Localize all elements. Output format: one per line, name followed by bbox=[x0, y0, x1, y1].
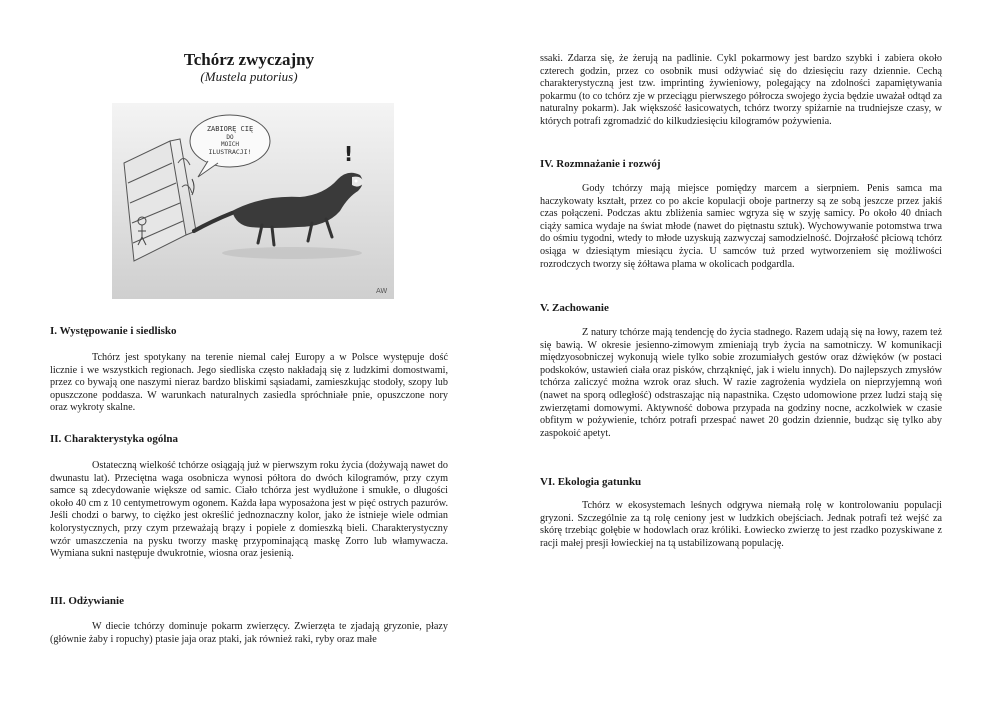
bubble-line-3: MOICH bbox=[220, 141, 240, 148]
bubble-line-1: ZABIORĘ CIĘ bbox=[206, 125, 254, 133]
section-6-heading: VI. Ekologia gatunku bbox=[540, 476, 642, 488]
bubble-line-2: DO bbox=[226, 134, 234, 141]
section-5-heading: V. Zachowanie bbox=[540, 302, 609, 314]
bubble-line-4: ILUSTRACJI! bbox=[208, 148, 252, 156]
document-subtitle: (Mustela putorius) bbox=[200, 69, 298, 84]
section-3-text: W diecie tchórzy dominuje pokarm zwierzęcy. Zwierzęta te zjadają gryzonie, płazy (głównie żaby i ropuchy) ptasie jaja oraz ptaki, jak również raki, ryby oraz małe bbox=[50, 621, 448, 645]
section-2-text: Ostateczną wielkość tchórze osiągają już w pierwszym roku życia (dożywają nawet do dwunastu lat). Przeciętna waga osobnicza wynosi półtora do dwóch kilogramów, przy czym samce są zdecydowanie większe od samic. Ciało tchórza jest wydłużone i smukłe, o długości około 40 cm z 10 centymetrowym ogonem. Każda łapa wyposażona jest w pięć ostrych pazurów. Jeśli chodzi o barwy, to ciężko jest określić jednoznaczny kolor, jako że istnieje wiele odmian kolorystycznych, przy czym przeważają brązy i popiele z domieszką bieli. Charakterystyczny wzór umaszczenia na pysku tworzy maskę przypominającą maskę Zorro lub włamywacza. Wymiana sukni następuje dwukrotnie, wiosna oraz jesienią. bbox=[50, 460, 448, 560]
section-5-text: Z natury tchórze mają tendencję do życia stadnego. Razem udają się na łowy, razem też się bawią. W okresie jesienno-zimowym zmieniają tryb życia na samotniczy. W komunikacji międzyosobniczej wykonują wiele tylko sobie zrozumiałych gestów oraz dźwięków (w postaci podskoków, ustawień ciała oraz pisków, chrząknięć, jak i wielu innych). Do najlepszych zmysłów tchórza zaliczyć można wzrok oraz słuch. W razie zagrożenia wydziela on nieprzyjemną woń (nawet na sporą odległość) odstraszając nią napastnika. Często udomowione przez ludzi stają się zwierzętami domowymi. Aktywność dobowa przypada na godziny nocne, aczkolwiek w czasie obfitym w pożywienie, tchórz potrafi przespać nawet 20 godzin dziennie, budząc się tylko aby zaspokoić apetyt. bbox=[540, 327, 942, 439]
section-1-text: Tchórz jest spotykany na terenie niemal całej Europy a w Polsce występuje dość licznie i we wszystkich regionach. Jego siedliska często nakładają się z ludzkimi domostwami, przez co bywają one naszymi nieraz bardzo bliskimi sąsiadami, zamieszkując stodoły, szopy lub opuszczone poddasza. W warunkach naturalnych zasiedla spróchniałe pnie, opuszczone nory oraz wykroty skalne. bbox=[50, 352, 448, 414]
artist-signature: AW bbox=[376, 287, 388, 295]
document-title: Tchórz zwyczajny bbox=[183, 50, 315, 69]
section-3-heading: III. Odżywianie bbox=[50, 595, 124, 607]
section-6-text: Tchórz w ekosystemach leśnych odgrywa niemałą rolę w kontrolowaniu populacji gryzoni. Szczególnie za tą rolę ceniony jest w ludzkich obejściach. Jednak potrafi też wejść za skórę trzebiąc gołębie w hodowlach oraz króliki. Łowiecko zwierzę to jest rzadko pozyskiwane z racji małej presji łowieckiej na tą ustabilizowaną populację. bbox=[540, 500, 942, 549]
section-1-heading: I. Występowanie i siedlisko bbox=[50, 325, 177, 337]
ferret-book-illustration bbox=[112, 103, 394, 299]
exclamation-mark: ! bbox=[344, 142, 354, 166]
section-3-text-continued: ssaki. Zdarza się, że żerują na padlinie. Cykl pokarmowy jest bardzo szybki i zabiera około czterech godzin, przez co osobnik musi odżywiać się do dziesięciu razy dziennie. Cechą charakterystyczną jest tzw. imprinting żywieniowy, polegający na zdolności zapamiętywania pokarmu (to co tchórz zje w przeciągu pierwszego półrocza swojego życia będzie uważał odtąd za naturalny pokarm). Jak większość łasicowatych, tchórz tworzy spiżarnie na trudniejsze czasy, w których potrafi zgromadzić do kilkudziesięciu kilogramów pożywienia. bbox=[540, 53, 942, 127]
section-4-heading: IV. Rozmnażanie i rozwój bbox=[540, 158, 661, 170]
section-2-heading: II. Charakterystyka ogólna bbox=[50, 433, 179, 445]
section-4-text: Gody tchórzy mają miejsce pomiędzy marcem a sierpniem. Penis samca ma haczykowaty kształt, przez co po akcie kopulacji oboje partnerzy są ze sobą jeszcze przez jakiś czas połączeni. Podczas aktu zbliżenia samiec wgryza się w szyję samicy. Po około 40 dniach ciąży samica wydaje na świat młode (nawet do piętnastu sztuk). Wychowywanie potomstwa trwa do ośmiu tygodni, wtedy to młode uzyskują zazwyczaj samodzielność. Dojrzałość płciową tchórz osiąga w dziesiątym miesiącu życia. U samców tuż przed wytworzeniem się możliwości rozrodczych tworzy się żółtawa plama w okolicach podgardla. bbox=[540, 183, 942, 270]
